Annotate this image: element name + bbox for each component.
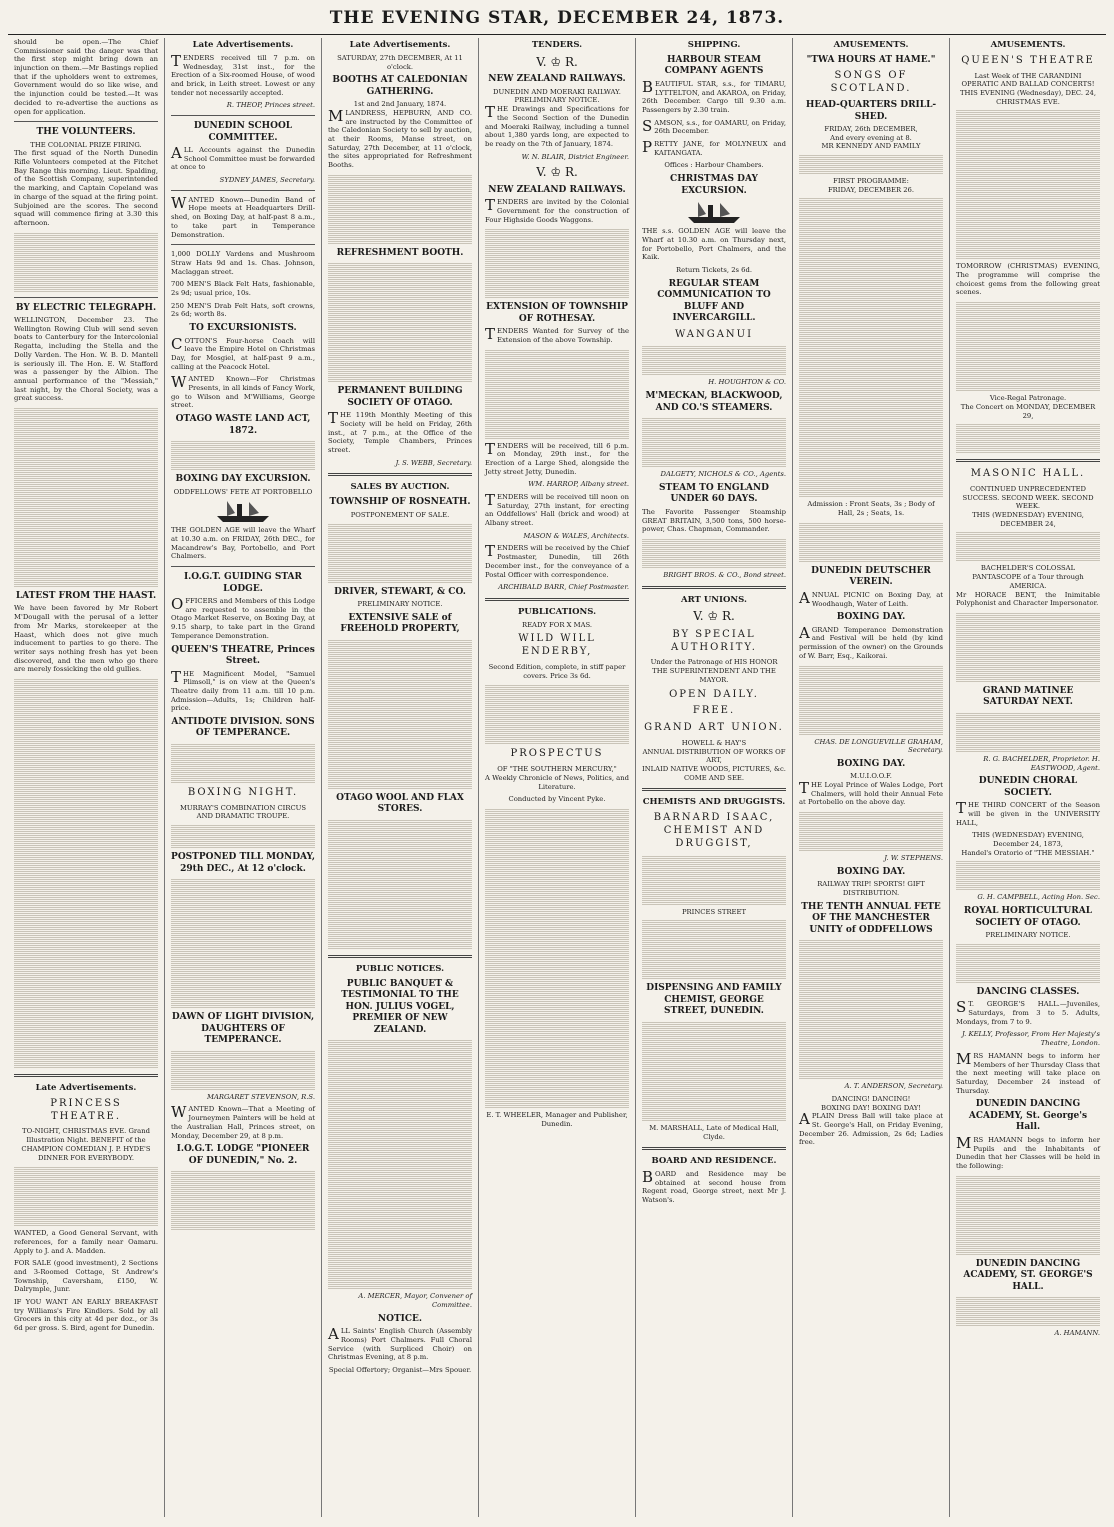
samson-ad: SAMSON, s.s., for OAMARU, on Friday, 26th December. <box>642 116 786 136</box>
murray-text <box>171 824 315 848</box>
hall-tender: TENDERS will be received till noon on Saturday, 27th instant, for erecting an Oddfellows' Hall (brick and wood) at Albany street. <box>485 491 629 528</box>
divider <box>14 297 158 298</box>
hamann2-text: MRS HAMANN begs to inform her Pupils and the Inhabitants of Dunedin that her Classes will be held in the following: <box>956 1133 1100 1170</box>
act-title: OTAGO WASTE LAND ACT, 1872. <box>175 414 311 436</box>
divider <box>328 955 472 958</box>
booths-title: BOOTHS AT CALEDONIAN GATHERING. <box>332 75 468 97</box>
queens-programme <box>956 109 1100 259</box>
pioneer-title: I.O.G.T. LODGE "PIONEER OF DUNEDIN," No. 2. <box>176 1144 310 1166</box>
wheeler-signature: E. T. WHEELER, Manager and Publisher, Dunedin. <box>486 1110 628 1128</box>
divider <box>642 586 786 589</box>
wed-line: THIS (WEDNESDAY) EVENING, DECEMBER 24, <box>972 511 1084 528</box>
masthead: THE EVENING STAR, DECEMBER 24, 1873. <box>329 8 785 28</box>
electric-text: WELLINGTON, December 23. The Wellington Rowing Club will send seven boats to Canterbury for the Intercolonial Regatta, including the Stella and the Dolly Varden. The Hon. W. B. D. Mantell is seriously ill. The Hon. E. W. Stafford was a passenger by the Albion. The annual performance of the "Messiah," last night, by the Choral Society, was a great success. <box>14 316 158 403</box>
oddfellows-line: ODDFELLOWS' FETE AT PORTOBELLO <box>173 487 313 496</box>
board-ad: BOARD and Residence may be obtained at second house from Regent road, George street, next Mr J. Watson's. <box>642 1168 786 1205</box>
boxing2-line: BOXING DAY! BOXING DAY! <box>820 1103 922 1112</box>
prospectus-title: PROSPECTUS <box>510 748 604 760</box>
landress-more <box>328 174 472 244</box>
temperance-ad: AGRAND Temperance Demonstration and Festival will be held (by kind permission of the owner) on the Grounds of W. Barr, Esq., Kaikorai. <box>799 623 943 660</box>
officers-ad: OFFICERS and Members of this Lodge are requested to assemble in the Otago Market Reserve, on Boxing Day, at 9.15 sharp, to take part in the Grand Temperance Demonstration. <box>171 595 315 640</box>
wool-title: OTAGO WOOL AND FLAX STORES. <box>336 792 464 815</box>
amusements-heading: AMUSEMENTS. <box>833 40 909 50</box>
wanganui-text <box>642 345 786 375</box>
saturday-line: SATURDAY, 27th DECEMBER, At 11 o'clock. <box>337 53 463 71</box>
grand-text <box>956 712 1100 752</box>
school-signature: SYDNEY JAMES, Secretary. <box>219 176 315 185</box>
barnard-title: BARNARD ISAAC, CHEMIST AND DRUGGIST, <box>653 812 775 849</box>
public-heading: PUBLIC NOTICES. <box>355 963 445 974</box>
boxing-title-2: BOXING DAY. <box>836 758 906 769</box>
hame-title: "TWA HOURS AT HAME." <box>806 54 936 65</box>
vice-line: Vice-Regal Patronage. <box>989 394 1067 403</box>
early-ad: IF YOU WANT AN EARLY BREAKFAST try Williams's Fire Kindlers. Sold by all Grocers in this city at 4d per doz., or 3s 6d per gross. S. Bird, agent for Dunedin. <box>14 1298 158 1333</box>
patronage-line: Under the Patronage of HIS HONOR THE SUPERINTENDENT AND THE MAYOR. <box>650 658 778 684</box>
handel-line: Handel's Oratorio of "THE MESSIAH." <box>961 848 1095 857</box>
survey-more <box>485 349 629 439</box>
banquet-text <box>328 1039 472 1289</box>
band-ad: WANTED Known—Dunedin Band of Hope meets at Headquarters Drill-shed, on Boxing Day, at half-past 8 a.m., to take part in Temperance Demonstration. <box>171 193 315 239</box>
dispensing-title: DISPENSING AND FAMILY CHEMIST, GEORGE STREET, DUNEDIN. <box>646 983 782 1017</box>
ads-heading: Late Advertisements. <box>35 1082 137 1093</box>
tomorrow-more <box>956 301 1100 391</box>
ads-heading: Late Advertisements. <box>192 40 294 50</box>
excursionists-title: TO EXCURSIONISTS. <box>189 323 297 334</box>
queens-title: QUEEN'S THEATRE <box>961 54 1095 66</box>
pretty-jane-ad: PRETTY JANE, for MOLYNEUX and KAITANGATA. <box>642 138 786 157</box>
mercury-text <box>485 808 629 1108</box>
hamann-text: MRS HAMANN begs to inform her Members of her Thursday Class that the next meeting will take place on Saturday, December 24 instead of Thursday. <box>956 1049 1100 1095</box>
crown-icon: V. ♔ R. <box>693 609 735 624</box>
preliminary-line: PRELIMINARY NOTICE. <box>514 96 600 105</box>
horace-text: Mr HORACE BENT, the Inimitable Polyphonist and Character Impersonator. <box>956 590 1100 608</box>
princess-text: TO-NIGHT, CHRISTMAS EVE. Grand Illustration Night. BENEFIT of the CHAMPION COMEDIAN J. P. HYDE'S DINNER FOR EVERYBODY. <box>21 1127 151 1162</box>
extensive-title: EXTENSIVE SALE of FREEHOLD PROPERTY, <box>340 612 460 635</box>
preliminary-line: PRELIMINARY NOTICE. <box>357 600 443 609</box>
anderson-signature: A. T. ANDERSON, Secretary. <box>844 1082 943 1091</box>
horticultural-title: ROYAL HORTICULTURAL SOCIETY OF OTAGO. <box>963 906 1093 928</box>
friday-line: FRIDAY, 26th DECEMBER, <box>824 125 918 134</box>
barr-signature: ARCHIBALD BARR, Chief Postmaster. <box>498 583 629 592</box>
banquet-title: PUBLIC BANQUET & TESTIMONIAL TO THE HON. JULIUS VOGEL, PREMIER OF NEW ZEALAND. <box>341 978 459 1035</box>
continued-line: CONTINUED UNPRECEDENTED SUCCESS. SECOND WEEK. SECOND WEEK. <box>962 485 1094 511</box>
prince-ad: THE Loyal Prince of Wales Lodge, Port Chalmers, will hold their Annual Fete at Portobello on the above day. <box>799 779 943 807</box>
volunteers-subheading: THE COLONIAL PRIZE FIRING. <box>30 140 142 149</box>
rosneath-title: TOWNSHIP OF ROSNEATH. <box>329 497 471 508</box>
songs-title: SONGS OF SCOTLAND. <box>830 70 912 95</box>
black-hats-ad: 700 MEN'S Black Felt Hats, fashionable, 2s 9d; usual price, 10s. <box>171 280 315 297</box>
open-title: OPEN DAILY. <box>669 688 759 700</box>
steamship-icon <box>213 498 273 524</box>
wild-text: Second Edition, complete, in stiff paper covers. Price 3s 6d. <box>488 663 626 680</box>
divider <box>485 598 629 601</box>
crown-icon: V. ♔ R. <box>536 54 578 69</box>
mercury-sub: A Weekly Chronicle of News, Politics, and Literature. <box>485 773 629 791</box>
allsaints-ad: ALL Saints' English Church (Assembly Rooms) Port Chalmers. Full Choral Service (with Surpliced Choir) on Christmas Evening, at 8 p.m. <box>328 1325 472 1362</box>
divider <box>956 459 1100 462</box>
tenth-title: THE TENTH ANNUAL FETE OF THE MANCHESTER UNITY of ODDFELLOWS <box>801 901 941 935</box>
pioneer-text <box>171 1170 315 1230</box>
bachelder-line: BACHELDER'S COLOSSAL PANTASCOPE of a Tour through AMERICA. <box>972 564 1084 590</box>
every-line: And every evening at 8. <box>830 133 912 142</box>
sales-heading: SALES BY AUCTION. <box>350 482 450 493</box>
column-1 <box>8 38 165 1517</box>
boxing-title: BOXING DAY. <box>836 612 906 623</box>
kennedy-text <box>799 154 943 174</box>
intro-paragraph: should be open.—The Chief Commissioner said the danger was that the first step might bring down an injunction on them.—Mr Bastings replied that if the upholders went to extremes, Government would do so like wise, and the injunction could be tested.—It was decided to re-advertise the auctions as open for application. <box>14 38 158 116</box>
dunedin-moeraki-line: DUNEDIN AND MOERAKI RAILWAY. <box>493 87 621 96</box>
postponed-text <box>171 878 315 1008</box>
dalgety-signature: DALGETY, NICHOLS & CO., Agents. <box>660 470 786 479</box>
preliminary-line: PRELIMINARY NOTICE. <box>985 931 1071 940</box>
extension-title: EXTENSION OF TOWNSHIP OF ROTHESAY. <box>486 302 628 324</box>
electric-heading: BY ELECTRIC TELEGRAPH. <box>15 302 157 313</box>
academy2-title: DUNEDIN DANCING ACADEMY, ST. GEORGE'S HALL. <box>963 1258 1093 1292</box>
column-2 <box>165 38 322 1517</box>
murray-title: MURRAY'S COMBINATION CIRCUS AND DRAMATIC TROUPE. <box>179 803 307 821</box>
houghton-signature: H. HOUGHTON & CO. <box>708 378 786 387</box>
regular-title: REGULAR STEAM COMMUNICATION TO BLUFF AND INVERCARGILL. <box>657 278 771 324</box>
boxing-title-3: BOXING DAY. <box>836 866 906 877</box>
columns <box>8 38 1106 1517</box>
concert-line: The Concert on MONDAY, DECEMBER 29, <box>960 402 1096 420</box>
wool-text <box>328 819 472 949</box>
divider <box>642 788 786 791</box>
magnificent-ad: THE Magnificent Model, "Samuel Plimsoll," is on view at the Queen's Theatre daily from 11 a.m. till 10 p.m. Admission—Adults, 1s; Children half-price. <box>171 667 315 713</box>
horticultural-text <box>956 943 1100 983</box>
railways-title: NEW ZEALAND RAILWAYS. <box>488 74 626 85</box>
inlaid-line: INLAID NATIVE WOODS, PICTURES, &c. <box>642 764 786 773</box>
divider <box>328 473 472 476</box>
steamship-icon <box>684 199 744 225</box>
art-heading: ART UNIONS. <box>681 594 747 605</box>
survey-text: TENDERS Wanted for Survey of the Extension of the above Township. <box>485 325 629 344</box>
drab-hats-ad: 250 MEN'S Drab Felt Hats, soft crowns, 2s 6d; worth 8s. <box>171 301 315 319</box>
princess-title: PRINCESS THEATRE. <box>50 1097 122 1122</box>
admission-line: Admission : Front Seats, 3s ; Body of Hall, 2s ; Seats, 1s. <box>807 500 935 518</box>
hamann2-more <box>956 1175 1100 1255</box>
grand-title: GRAND ART UNION. <box>644 722 784 734</box>
column-6 <box>793 38 950 1517</box>
offertory-line: Special Offertory; Organist—Mrs Spouer. <box>328 1365 472 1374</box>
score-table <box>14 232 158 292</box>
offices-line: Offices : Harbour Chambers. <box>664 161 764 170</box>
stephens-signature: J. W. STEPHENS. <box>884 854 943 863</box>
dispensing-text <box>642 1021 786 1121</box>
britain-more <box>642 538 786 568</box>
kelly-signature: J. KELLY, Professor, From Her Majesty's Theatre, London. <box>961 1030 1100 1048</box>
drill-title: HEAD-QUARTERS DRILL-SHED. <box>805 99 937 122</box>
notice-title: NOTICE. <box>377 1313 423 1324</box>
dancing-classes-title: DANCING CLASSES. <box>976 986 1080 997</box>
crown-icon: V. ♔ R. <box>536 165 578 180</box>
extensive-text <box>328 639 472 789</box>
school-text: ALL Accounts against the Dunedin School Committee must be forwarded at once to <box>171 144 315 172</box>
cotton-ad: COTTON'S Four-horse Coach will leave the Empire Hotel on Christmas Day, for Mosgiel, at half-past 9 a.m., calling at the Peacock Hotel. <box>171 334 315 371</box>
xmas-line: READY FOR X MAS. <box>521 620 593 629</box>
bachelder-signature: R. G. BACHELDER, Proprietor. H. EASTWOOD, Agent. <box>983 754 1100 772</box>
academy-title: DUNEDIN DANCING ACADEMY, St. George's Hall. <box>968 1099 1088 1133</box>
dolly-ad: 1,000 DOLLY Vardens and Mushroom Straw Hats 9d and 1s. Chas. Johnson, Maclaggan street. <box>171 250 315 276</box>
haast-text: We have been favored by Mr Robert M'Dougall with the perusal of a letter from Mr Marks, storekeeper at the Haast, which does not give much inducement to parties to go there. The writer says nothing fresh has yet been discovered, and the men who go there are merely fossicking the old gullies. <box>14 604 158 674</box>
tenders-ad: TENDERS received till 7 p.m. on Wednesday, 31st inst., for the Erection of a Six-roomed House, of wood and brick, in Leith street. Lowest or any tender not necessarily accepted. <box>171 51 315 97</box>
programme-text <box>799 197 943 497</box>
landress-ad: MLANDRESS, HEPBURN, AND CO. are instructed by the Committee of the Caledonian Society to sell by auction, at their Rooms, Manse street, on Saturday, 27th December, at 11 o'clock, the sites appropriated for Refreshment Booths. <box>328 106 472 170</box>
harrop-signature: WM. HARROP, Albany street. <box>528 480 629 489</box>
third-text: THE THIRD CONCERT of the Season will be given in the UNIVERSITY HALL, <box>956 799 1100 827</box>
barnard-text <box>642 855 786 905</box>
postmaster-tender: TENDERS will be received by the Chief Postmaster, Dunedin, till 26th December inst., for the conveyance of a Postal Officer with correspondence. <box>485 542 629 579</box>
britain-ad: The Favorite Passenger Steamship GREAT BRITAIN, 3,500 tons, 500 horse-power, Chas. Chapman, Commander. <box>642 507 786 534</box>
boxing-night-title: BOXING NIGHT. <box>187 787 299 798</box>
amusements-heading: AMUSEMENTS. <box>990 40 1066 50</box>
tomorrow-text: TOMORROW (CHRISTMAS) EVENING, The programme will comprise the choicest gems from the following great scenes. <box>956 262 1100 297</box>
tenders-invited-text: TENDERS are invited by the Colonial Government for the construction of Four Highside Goods Waggons. <box>485 196 629 224</box>
wed2-line: THIS (WEDNESDAY) EVENING, December 24, 1873, <box>972 831 1084 849</box>
handel-text <box>956 860 1100 890</box>
column-7 <box>950 38 1106 1517</box>
divider <box>14 121 158 122</box>
picnic-ad: ANNUAL PICNIC on Boxing Day, at Woodhaugh, Water of Leith. <box>799 588 943 608</box>
graham-signature: CHAS. DE LONGUEVILLE GRAHAM, Secretary. <box>814 737 943 755</box>
column-5 <box>636 38 793 1517</box>
conducted-line: Conducted by Vincent Pyke. <box>508 795 606 804</box>
driver-title: DRIVER, STEWART, & CO. <box>334 586 466 597</box>
divider <box>171 244 315 245</box>
mercer-signature: A. MERCER, Mayor, Convener of Committee. <box>358 1292 472 1309</box>
tenth-text <box>799 939 943 1079</box>
come-line: COME AND SEE. <box>683 773 745 782</box>
prince-more <box>799 811 943 851</box>
tenders-heading: TENDERS. <box>531 40 583 50</box>
permanent-title: PERMANENT BUILDING SOCIETY OF OTAGO. <box>337 386 463 408</box>
antidote-title: ANTIDOTE DIVISION. SONS OF TEMPERANCE. <box>171 716 315 739</box>
admission-more <box>799 522 943 562</box>
grand-title: GRAND MATINEE SATURDAY NEXT. <box>982 685 1074 708</box>
refreshment-text <box>328 262 472 382</box>
permanent-signature: J. S. WEBB, Secretary. <box>395 458 472 467</box>
choral-title: DUNEDIN CHORAL SOCIETY. <box>978 776 1078 798</box>
england-title: STEAM TO ENGLAND UNDER 60 DAYS. <box>659 482 769 505</box>
golden-age-ad: THE s.s. GOLDEN AGE will leave the Wharf at 10.30 a.m. on Thursday next, for Portobello, Port Chalmers, and the Kaik. <box>642 227 786 262</box>
haast-more <box>14 678 158 1068</box>
harbour-title: HARBOUR STEAM COMPANY AGENTS <box>664 54 764 77</box>
postponed-title: POSTPONED TILL MONDAY, 29th DEC., At 12 o'clock. <box>171 852 315 874</box>
tenders-signature: R. THEOP, Princes street. <box>226 101 315 110</box>
return-line: Return Tickets, 2s 6d. <box>675 265 753 274</box>
concert-text <box>956 423 1100 453</box>
dawn-text <box>171 1050 315 1090</box>
deutscher-title: DUNEDIN DEUTSCHER VEREIN. <box>811 565 931 588</box>
mercury-title: OF "THE SOUTHERN MERCURY," <box>497 765 617 774</box>
kennedy-line: MR KENNEDY AND FAMILY <box>821 142 921 151</box>
journeymen-ad: WANTED Known—That a Meeting of Journeymen Painters will be held at the Australian Hall, Princes street, on Monday, December 29, at 8 p.m. <box>171 1103 315 1140</box>
tenders-invited-more <box>485 228 629 298</box>
wanted-ad: WANTED, a Good General Servant, with references, for a family near Oamaru. Apply to J. and A. Madden. <box>14 1229 158 1255</box>
railway-line: RAILWAY TRIP! SPORTS! GIFT DISTRIBUTION. <box>817 880 925 898</box>
school-title: DUNEDIN SCHOOL COMMITTEE. <box>193 121 293 143</box>
hamann3-signature: A. HAMANN. <box>1054 1329 1100 1338</box>
dancing-line: DANCING! DANCING! <box>831 1094 911 1103</box>
stevenson-signature: MARGARET STEVENSON, R.S. <box>207 1092 315 1101</box>
barnard-more <box>642 919 786 979</box>
howell-line: HOWELL & HAY'S <box>681 738 747 747</box>
dawn-title: DAWN OF LIGHT DIVISION, DAUGHTERS OF TEMPERANCE. <box>171 1012 315 1046</box>
this-line: THIS EVENING (Wednesday), DEC. 24, CHRISTMAS EVE. <box>959 89 1097 106</box>
railways-title-2: NEW ZEALAND RAILWAYS. <box>488 184 626 195</box>
ads-heading: Late Advertisements. <box>349 40 451 50</box>
special-title: BY SPECIAL AUTHORITY. <box>671 628 757 653</box>
drawings-text: THE Drawings and Specifications for the Second Section of the Dunedin and Moeraki Railway, including a tunnel about 1,380 yards long, are expected to be ready on the 7th of January, 1874. <box>485 103 629 148</box>
blair-signature: W. N. BLAIR, District Engineer. <box>521 152 629 161</box>
haast-heading: LATEST FROM THE HAAST. <box>15 590 157 601</box>
board-heading: BOARD AND RESIDENCE. <box>651 1156 777 1167</box>
divider <box>171 190 315 191</box>
postponement-line: POSTPONEMENT OF SALE. <box>350 510 450 519</box>
wild-title: WILD WILL ENDERBY, <box>518 633 596 658</box>
queens-title: QUEEN'S THEATRE, Princes Street. <box>171 644 315 667</box>
volunteers-text: The first squad of the North Dunedin Rifle Volunteers competed at the Fitchet Bay Range this morning. Lieut. Spalding, of the Scottish Company, superintended the marking, and Captain Copeland was in charge of the squad at the firing point. Subjoined are the scores. The second squad will commence firing at 3.30 this afternoon. <box>14 149 158 227</box>
publications-heading: PUBLICATIONS. <box>517 606 597 617</box>
plain-ad: APLAIN Dress Ball will take place at St. George's Hall, on Friday Evening, December 26. Admission, 2s 6d; Ladies free. <box>799 1110 943 1147</box>
shipping-heading: SHIPPING. <box>687 40 741 50</box>
mason-signature: MASON & WALES, Architects. <box>523 531 629 540</box>
princes-line: PRINCES STREET <box>681 907 747 916</box>
meckan-text <box>642 417 786 467</box>
divider <box>642 1147 786 1150</box>
wanganui-title: WANGANUI <box>674 328 754 340</box>
volunteers-heading: THE VOLUNTEERS. <box>36 127 136 138</box>
wanted-known-ad: WANTED Known—For Christmas Presents, in all kinds of Fancy Work, go to Wilson and M'Williams, George street. <box>171 373 315 410</box>
meckan-title: M'MECKAN, BLACKWOOD, AND CO.'S STEAMERS. <box>645 391 783 413</box>
free-title: FREE. <box>692 705 736 717</box>
iogt-title: I.O.G.T. GUIDING STAR LODGE. <box>183 572 303 594</box>
first-line: FIRST PROGRAMME: <box>833 177 909 186</box>
forsale-ad: FOR SALE (good investment), 2 Sections and 3-Roomed Cottage, St Andrew's Township, Caversham, £150, W. Dalrymple, Junr. <box>14 1259 158 1294</box>
chemists-heading: CHEMISTS AND DRUGGISTS. <box>642 797 786 808</box>
academy2-text <box>956 1296 1100 1326</box>
wed-text <box>956 531 1100 561</box>
masonic-title: MASONIC HALL. <box>970 468 1086 480</box>
muloof-line: M.U.I.O.O.F. <box>850 772 892 781</box>
temperance-more <box>799 665 943 735</box>
boxing-excursion-title: BOXING DAY EXCURSION. <box>175 474 311 485</box>
stgeorge-text: ST. GEORGE'S HALL.—Juveniles, Saturdays, from 3 to 5. Adults, Mondays, from 7 to 9. <box>956 998 1100 1026</box>
wild-more <box>485 684 629 744</box>
annual-line: ANNUAL DISTRIBUTION OF WORKS OF ART, <box>642 747 786 765</box>
bright-signature: BRIGHT BROS. & CO., Bond street. <box>663 570 786 579</box>
shed-tender: TENDERS will be received, till 6 p.m. on Monday, 29th inst., for the Erection of a Large Shed, alongside the Jetty street Jetty, Dunedin. <box>485 439 629 476</box>
christmas-title: CHRISTMAS DAY EXCURSION. <box>670 174 758 196</box>
campbell-signature: G. H. CAMPBELL, Acting Hon. Sec. <box>977 893 1100 902</box>
divider <box>171 566 315 567</box>
divider <box>171 115 315 116</box>
princess-more <box>14 1166 158 1226</box>
refreshment-title: REFRESHMENT BOOTH. <box>336 247 464 258</box>
beautiful-star-ad: BEAUTIFUL STAR, s.s., for TIMARU, LYTTELTON, and AKAROA, on Friday, 26th December. Cargo till 9.30 a.m. Passengers by 2.30 train. <box>642 77 786 114</box>
electric-more <box>14 407 158 587</box>
rosneath-text <box>328 523 472 583</box>
divider <box>14 1074 158 1077</box>
friday2-line: FRIDAY, DECEMBER 26. <box>827 185 915 194</box>
antidote-text <box>171 743 315 783</box>
column-4 <box>479 38 636 1517</box>
masthead-rule <box>8 34 1106 35</box>
last-line: Last Week of THE CARANDINI OPERATIC AND BALLAD CONCERTS! <box>961 71 1095 89</box>
booths-date: 1st and 2nd January, 1874. <box>353 100 447 109</box>
horace-more <box>956 612 1100 682</box>
column-3 <box>322 38 479 1517</box>
act-text <box>171 440 315 470</box>
marshall-signature: M. MARSHALL, Late of Medical Hall, Clyde. <box>649 1123 779 1141</box>
golden-age-ad: THE GOLDEN AGE will leave the Wharf at 10.30 a.m. on FRIDAY, 26th DEC., for Macandrew's Bay, Portobello, and Port Chalmers. <box>171 526 315 561</box>
permanent-text: THE 119th Monthly Meeting of this Society will be held on Friday, 26th inst., at 7 p.m., at the Office of the Society, Temple Chambers, Princes street. <box>328 409 472 455</box>
